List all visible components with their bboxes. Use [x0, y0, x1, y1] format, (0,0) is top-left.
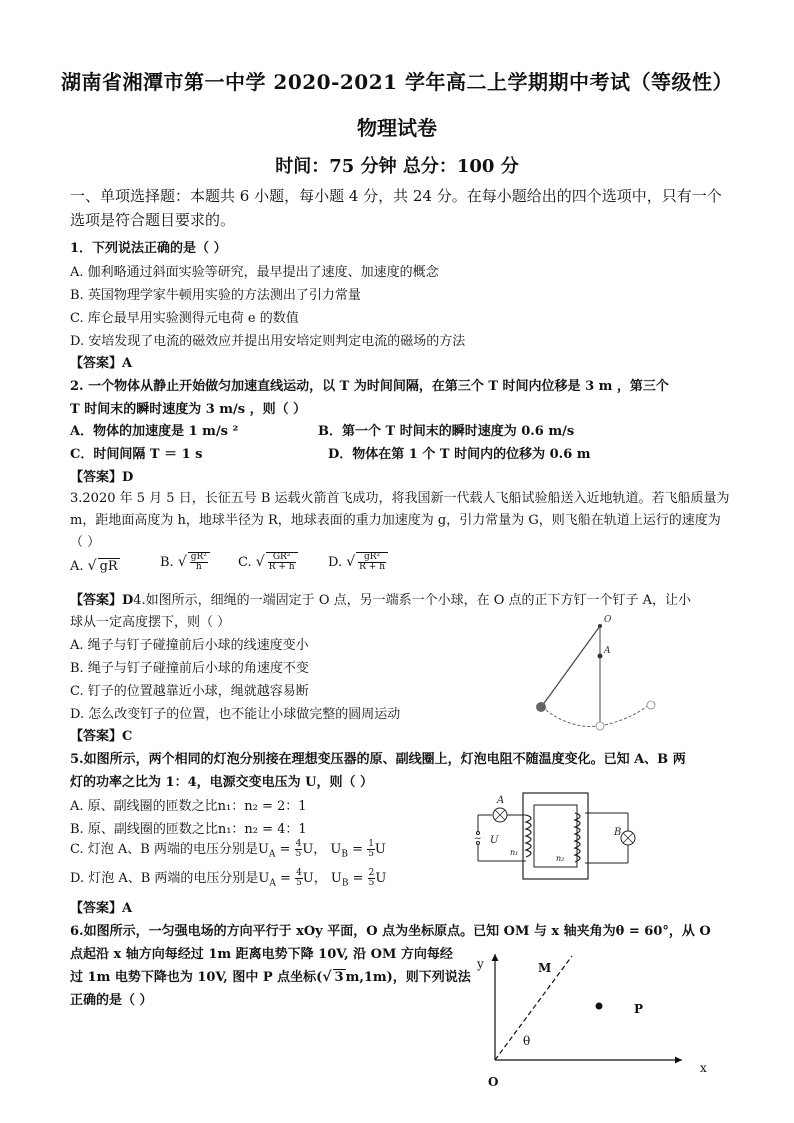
- q3-option-a: A. √ gR: [70, 558, 118, 574]
- q4-option-b: B. 绳子与钉子碰撞前后小球的角速度不变: [70, 661, 309, 676]
- core-outer: [523, 793, 588, 879]
- paper-subtitle: 物理试卷: [357, 116, 437, 140]
- time-info: 时间：75 分钟 总分：100 分: [275, 156, 519, 177]
- q2-stem-line1: 2. 一个物体从静止开始做匀加速直线运动，以 T 为时间间隔，在第三个 T 时间内位移是 3 m ，第三个: [70, 379, 669, 394]
- label-y: y: [477, 957, 484, 971]
- label-theta: θ: [523, 1034, 531, 1048]
- q2-answer: 【答案】D: [70, 470, 134, 485]
- q5-stem-line1: 5.如图所示，两个相同的灯泡分别接在理想变压器的原、副线圈上，灯泡电阻不随温度变化。已知 A、B 两: [70, 752, 686, 767]
- q5-stem-line2: 灯的功率之比为 1：4，电源交变电压为 U，则（ ）: [70, 775, 374, 790]
- label-lamp-b: B: [614, 827, 622, 838]
- q4-stem-line1: 【答案】D4.如图所示，细绳的一端固定于 O 点，另一端系一个小球，在 O 点的正下方钉一个钉子 A，让小: [70, 593, 692, 608]
- q2-stem-line2: T 时间末的瞬时速度为 3 m/s ，则（ ）: [70, 402, 307, 417]
- label-x: x: [700, 1061, 707, 1075]
- nail-a: [598, 654, 603, 659]
- label-lamp-a: A: [497, 795, 505, 806]
- swing-arc: [542, 707, 600, 727]
- ball-bottom: [596, 722, 604, 730]
- q3-option-c: C. √ $\frac{\text{GR²}}{R + h}$: [238, 552, 298, 572]
- primary-coil: [526, 815, 531, 857]
- label-n1: n₁: [510, 848, 519, 857]
- label-a: A: [604, 646, 611, 656]
- ball: [536, 702, 546, 712]
- q6-stem-line4: 正确的是（ ）: [70, 993, 153, 1008]
- q1-option-d: D. 安培发现了电流的磁效应并提出用安培定则判定电流的磁场的方法: [70, 334, 466, 349]
- q4-option-a: A. 绳子与钉子碰撞前后小球的线速度变小: [70, 638, 309, 653]
- q5-option-d: D. 灯泡 A、B 两端的电压分别是$U_A$ = $\frac{4}{5}$ U， $U_B$ = $\frac{2}{5}$ U: [70, 868, 387, 889]
- q4-option-c: C. 钉子的位置越靠近小球，绳就越容易断: [70, 684, 309, 699]
- label-o: O: [604, 615, 612, 625]
- label-p: P: [634, 1002, 644, 1016]
- coordinate-figure: [470, 948, 720, 1088]
- q3-a-radicand: gR: [99, 559, 118, 574]
- q5-option-a: A. 原、副线圈的匝数之比n₁：n₂ = 2：1: [70, 799, 307, 814]
- q2-option-a: A．物体的加速度是 1 m/s ²: [70, 424, 239, 439]
- q2-option-d: D．物体在第 1 个 T 时间内的位移为 0.6 m: [328, 447, 591, 462]
- q6-stem-line1: 6.如图所示，一匀强电场的方向平行于 xOy 平面，O 点为坐标原点。已知 OM 与 x 轴夹角为θ = 60°，从 O: [70, 924, 711, 939]
- q1-answer: 【答案】A: [70, 356, 133, 371]
- label-n2: n₂: [556, 854, 565, 863]
- swing-arc-small: [600, 704, 650, 726]
- om-line: [495, 956, 572, 1060]
- q3-stem: 3.2020 年 5 月 5 日，长征五号 B 运载火箭首飞成功，将我国新一代载人飞船试验船送入近地轨道。若飞船质量为 m，距地面高度为 h，地球半径为 R，地球表面的重力加速度为 g，引力常量为 G，则飞船在轨道上运行的速度为（ ）: [70, 491, 730, 550]
- pendulum-figure: [530, 612, 665, 736]
- label-m: M: [538, 961, 552, 975]
- paper-title: 湖南省湘潭市第一中学 2020-2021 学年高二上学期期中考试（等级性）: [60, 70, 734, 94]
- q1-option-a: A. 伽利略通过斜面实验等研究，最早提出了速度、加速度的概念: [70, 265, 439, 280]
- ball-right: [647, 701, 655, 709]
- q6-stem-line3: 过 1m 电势下降也为 10V, 图中 P 点坐标(√ 3 m,1m)，则下列说法: [70, 969, 471, 985]
- q4-answer: 【答案】C: [70, 729, 133, 744]
- q1-stem: 1．下列说法正确的是（ ）: [70, 241, 227, 256]
- label-u: U: [490, 835, 499, 846]
- transformer-figure: [468, 785, 648, 885]
- q2-option-c: C．时间间隔 T ＝ 1 s: [70, 447, 203, 462]
- section-heading: 一、单项选择题：本题共 6 小题，每小题 4 分，共 24 分。在每小题给出的四个选项中，只有一个选项是符合题目要求的。: [70, 187, 722, 229]
- q3-option-b: B. √ $\frac{\text{gR²}}{h}$: [160, 552, 210, 572]
- q3-answer: 【答案】D: [70, 593, 134, 608]
- rope: [542, 626, 600, 706]
- q2-option-b: B．第一个 T 时间末的瞬时速度为 0.6 m/s: [318, 424, 575, 439]
- label-o: O: [488, 1075, 499, 1088]
- q4-stem-line2: 球从一定高度摆下，则（ ）: [70, 615, 231, 630]
- source-symbol: ~: [474, 834, 482, 844]
- q5-option-b: B. 原、副线圈的匝数之比n₁：n₂ = 4：1: [70, 822, 307, 837]
- q5-option-c: C. 灯泡 A、B 两端的电压分别是$U_A$ = $\frac{4}{5}$ U， $U_B$ = $\frac{1}{5}$ U: [70, 839, 386, 860]
- q3-option-d: D. √ $\frac{\text{gR²}}{R + h}$: [328, 552, 388, 572]
- q1-option-c: C. 库仑最早用实验测得元电荷 e 的数值: [70, 311, 299, 326]
- q5-answer: 【答案】A: [70, 901, 133, 916]
- q1-option-b: B. 英国物理学家牛顿用实验的方法测出了引力常量: [70, 288, 361, 303]
- q6-stem-line2: 点起沿 x 轴方向每经过 1m 距离电势下降 10V, 沿 OM 方向每经: [70, 947, 453, 962]
- point-p: [596, 1003, 603, 1010]
- q4-option-d: D. 怎么改变钉子的位置，也不能让小球做完整的圆周运动: [70, 707, 401, 722]
